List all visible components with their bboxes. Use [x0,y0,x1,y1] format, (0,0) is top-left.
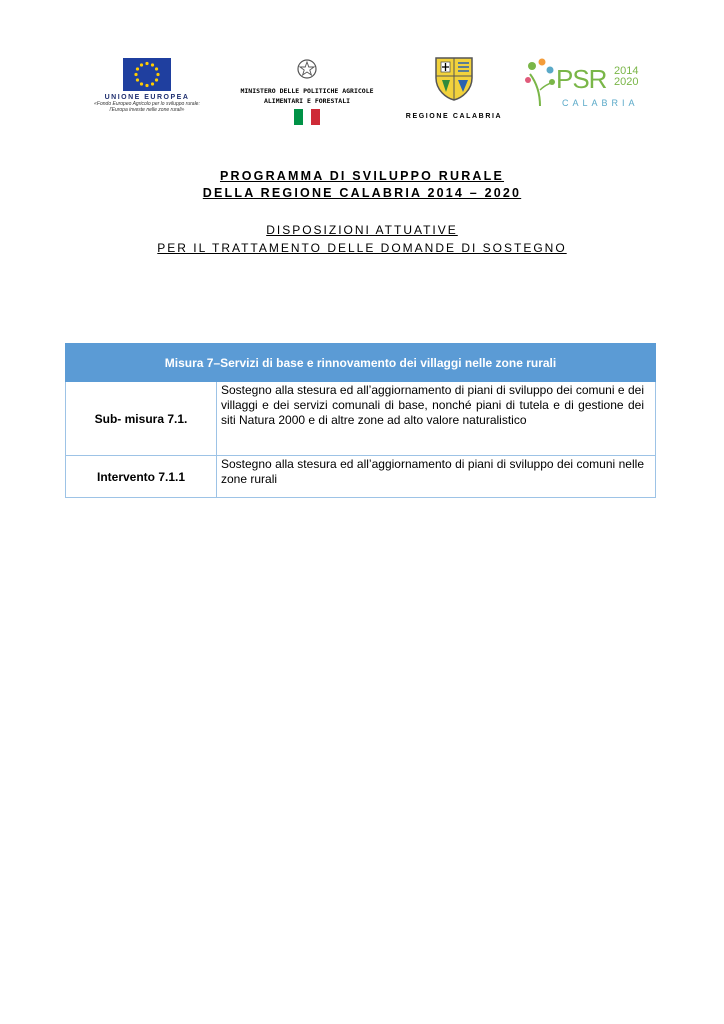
regione-calabria-logo [394,54,514,120]
ministero-line1: MINISTERO DELLE POLITICHE AGRICOLE [240,87,374,95]
title-line-1: PROGRAMMA DI SVILUPPO RURALE [219,169,505,183]
eu-logo [72,58,222,113]
intervento-label: Intervento 7.1.1 [66,456,217,498]
misura-header-row [66,344,656,382]
title-line-2: DELLA REGIONE CALABRIA 2014 – 2020 [202,186,522,200]
misura-table [65,343,656,498]
header-logos [0,52,724,132]
psr-logo [522,54,650,114]
eu-motto-line1: «Fondo Europeo Agricolo per lo sviluppo rurale: [94,101,200,107]
sub-misura-text: Sostegno alla stesura ed all’aggiornamento di piani di sviluppo dei comuni e dei villaggi e dei servizi comunali di base, nonché piani di tutela e di gestione dei siti Natura 2000 e di altre zone ad alto valore naturalistico [217,382,656,456]
table-row [66,456,656,498]
subtitle-line-2: PER IL TRATTAMENTO DELLE DOMANDE DI SOSTEGNO [157,241,567,255]
psr-mark: PSR [556,64,607,94]
italian-emblem-icon [296,58,318,80]
ministero-logo [222,58,392,125]
table-row [66,382,656,456]
intervento-text: Sostegno alla stesura ed all’aggiornamento di piani di sviluppo dei comuni nelle zone rurali [217,456,656,498]
psr-year-end: 2020 [614,76,639,88]
sub-misura-label: Sub- misura 7.1. [66,382,217,456]
italian-flag-icon [294,109,320,125]
psr-region: CALABRIA [562,98,639,108]
ministero-line2: ALIMENTARI E FORESTALI [263,97,351,105]
eu-name: UNIONE EUROPEA [104,94,190,101]
calabria-shield-icon [432,54,476,102]
eu-flag-icon [123,58,171,91]
regione-name: REGIONE CALABRIA [405,113,503,120]
misura-header: Misura 7–Servizi di base e rinnovamento dei villaggi nelle zone rurali [66,344,656,382]
document-titles [0,168,724,257]
eu-motto-line2: l'Europa investe nelle zone rurali» [109,107,185,113]
subtitle-line-1: DISPOSIZIONI ATTUATIVE [266,223,458,237]
psr-year-start: 2014 [614,65,639,77]
